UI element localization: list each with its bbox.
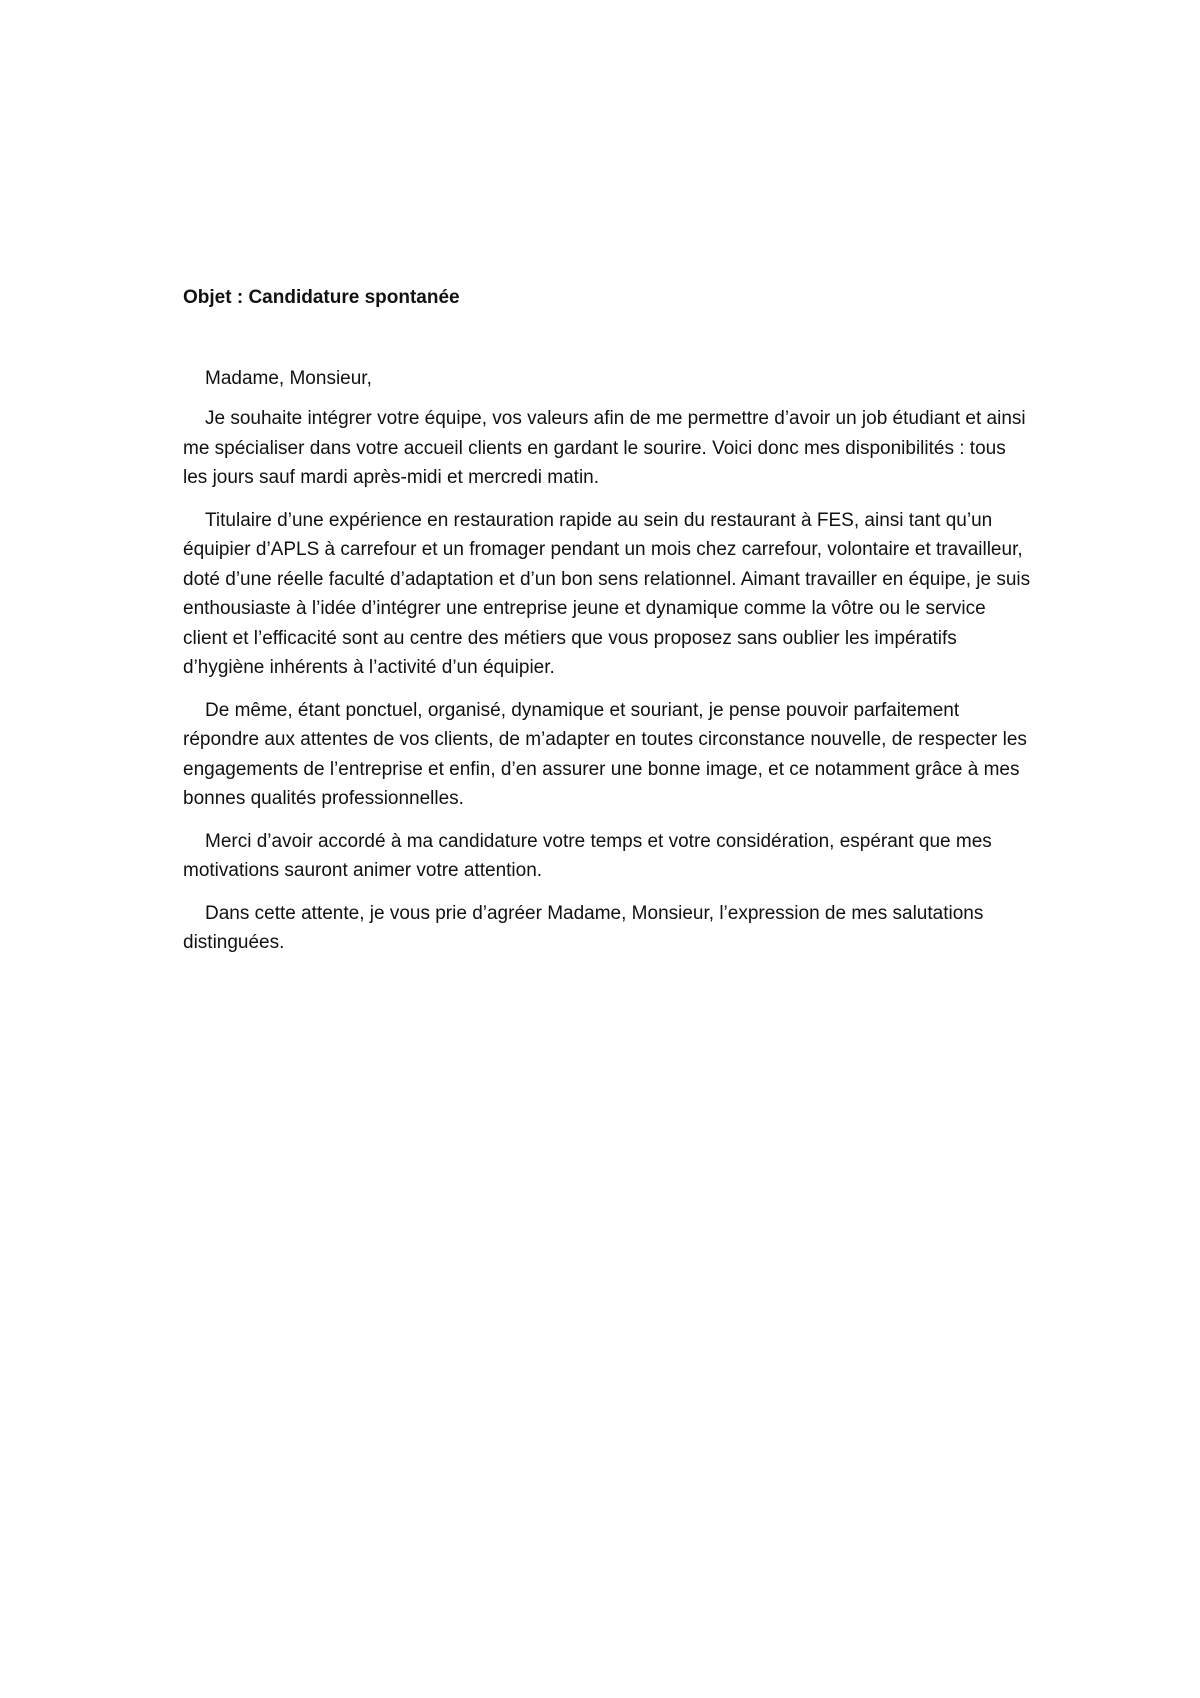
- cover-letter: [183, 283, 1033, 971]
- letter-paragraph-qualities: De même, étant ponctuel, organisé, dynamique et souriant, je pense pouvoir parfaitement répondre aux attentes de vos clients, de m’adapter en toutes circonstance nouvelle, de respecter les engagements de l’entreprise et enfin, d’en assurer une bonne image, et ce notamment grâce à mes bonnes qualités professionnelles.: [183, 699, 1027, 809]
- letter-paragraph-experience: Titulaire d’une expérience en restauration rapide au sein du restaurant à FES, ainsi tant qu’un équipier d’APLS à carrefour et un fromager pendant un mois chez carrefour, volontaire et travailleur, doté d’une réelle faculté d’adaptation et d’un bon sens relationnel. Aimant travailler en équipe, je suis enthousiaste à l’idée d’intégrer une entreprise jeune et dynamique comme la vôtre ou le service client et l’efficacité sont au centre des métiers que vous proposez sans oublier les impératifs d’hygiène inhérents à l’activité d’un équipier.: [183, 509, 1031, 678]
- letter-paragraph-thanks: Merci d’avoir accordé à ma candidature votre temps et votre considération, espérant que mes motivations sauront animer votre attention.: [183, 830, 992, 881]
- letter-salutation: Madame, Monsieur,: [205, 367, 372, 389]
- letter-paragraph-closing: Dans cette attente, je vous prie d’agréer Madame, Monsieur, l’expression de mes salutations distinguées.: [183, 902, 984, 953]
- letter-paragraph-availability: Je souhaite intégrer votre équipe, vos valeurs afin de me permettre d’avoir un job étudiant et ainsi me spécialiser dans votre accueil clients en gardant le sourire. Voici donc mes disponibilités : tous les jours sauf mardi après-midi et mercredi matin.: [183, 408, 1026, 488]
- letter-subject: Objet : Candidature spontanée: [183, 287, 460, 308]
